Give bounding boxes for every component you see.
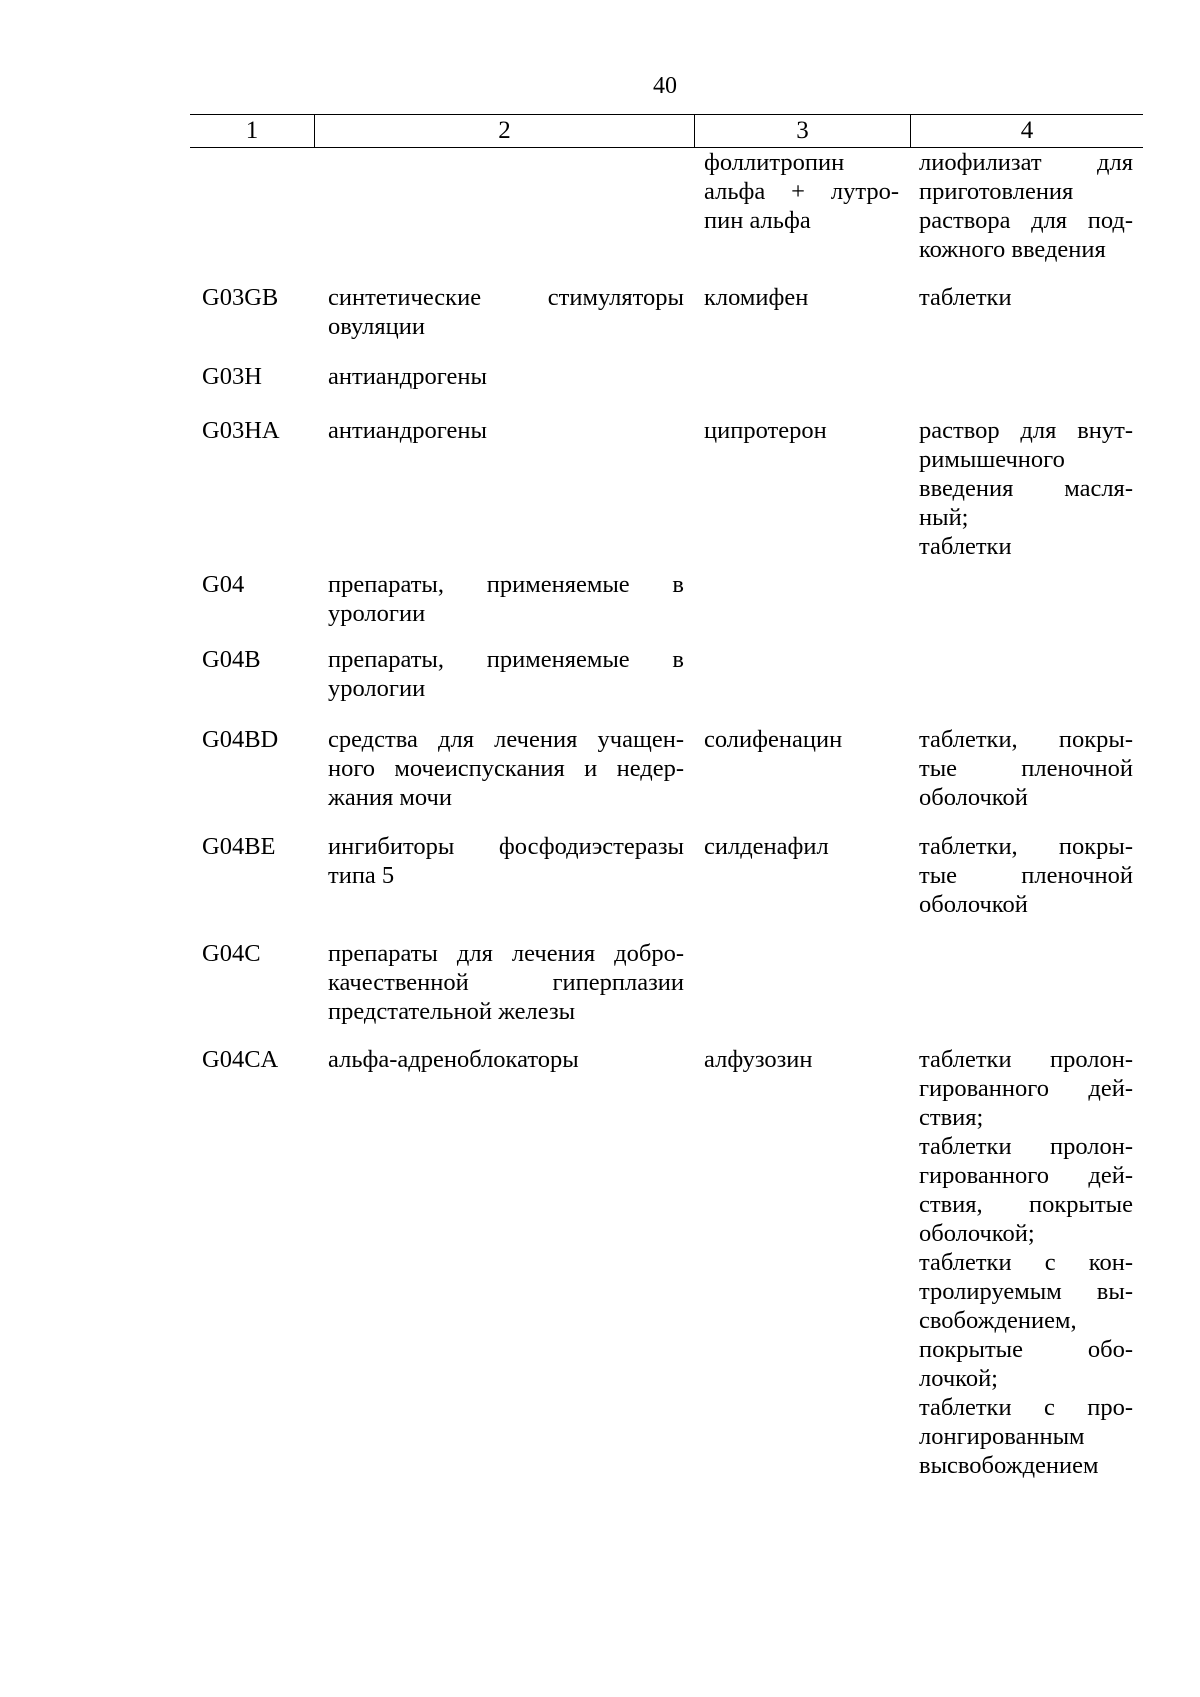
pharmacological-group <box>316 939 694 1026</box>
table-row <box>190 645 1143 703</box>
drug-name <box>694 939 909 1026</box>
drug-name-line: солифенацин <box>704 726 843 753</box>
table-row <box>190 570 1143 628</box>
atc-code: G03HA <box>202 417 280 444</box>
atc-code: G03H <box>202 363 262 390</box>
table-row <box>190 832 1143 919</box>
dosage-form-line: римышечного <box>919 446 1065 473</box>
dosage-form <box>909 362 1143 391</box>
page-number: 40 <box>653 73 677 99</box>
dosage-form-line: лонгированным <box>919 1423 1085 1450</box>
column-header-2: 2 <box>314 115 694 147</box>
dosage-form <box>909 148 1143 264</box>
dosage-form-line: свобождением, <box>919 1307 1077 1334</box>
table-row <box>190 148 1143 264</box>
dosage-form <box>909 939 1143 1026</box>
pharmacological-group-line: препараты, применяемые в <box>328 646 684 673</box>
dosage-form-line: оболочкой <box>919 784 1028 811</box>
drug-name <box>694 1045 909 1480</box>
dosage-form-line: ствия; <box>919 1104 984 1131</box>
drug-name <box>694 362 909 391</box>
dosage-form-line: высвобождением <box>919 1452 1099 1479</box>
pharmacological-group-line: альфа-адреноблокаторы <box>328 1046 579 1073</box>
dosage-form <box>909 570 1143 628</box>
pharmacological-group <box>316 832 694 919</box>
pharmacological-group-line: типа 5 <box>328 862 395 889</box>
pharmacological-group-line: препараты, применяемые в <box>328 571 684 598</box>
dosage-form-line: таблетки <box>919 533 1012 560</box>
pharmacological-group-line: средства для лечения учащен- <box>328 726 684 753</box>
dosage-form-line: ствия, покрытые <box>919 1191 1133 1218</box>
dosage-form-line: таблетки с кон- <box>919 1249 1133 1276</box>
atc-code <box>190 148 316 264</box>
pharmacological-group-line: синтетические стимуляторы <box>328 284 684 311</box>
dosage-form-line: раствор для внут- <box>919 417 1133 444</box>
atc-code: G04 <box>202 571 245 598</box>
pharmacological-group <box>316 283 694 341</box>
pharmacological-group <box>316 570 694 628</box>
pharmacological-group-line: препараты для лечения добро- <box>328 940 684 967</box>
drug-name-line: силденафил <box>704 833 829 860</box>
dosage-form-line: тые пленочной <box>919 862 1133 889</box>
pharmacological-group-line: антиандрогены <box>328 363 487 390</box>
drug-name <box>694 148 909 264</box>
table-row <box>190 725 1143 812</box>
drug-name <box>694 645 909 703</box>
atc-code: G04BD <box>202 726 279 753</box>
drug-name <box>694 283 909 341</box>
dosage-form <box>909 725 1143 812</box>
pharmacological-group-line: ингибиторы фосфодиэстеразы <box>328 833 684 860</box>
dosage-form-line: лиофилизат для <box>919 149 1133 176</box>
atc-code: G04CA <box>202 1046 279 1073</box>
dosage-form-line: тролируемым вы- <box>919 1278 1133 1305</box>
drug-name-line: алфузозин <box>704 1046 813 1073</box>
drug-name <box>694 832 909 919</box>
dosage-form-line: раствора для под- <box>919 207 1133 234</box>
pharmacological-group-line: овуляции <box>328 313 425 340</box>
pharmacological-group-line: качественной гиперплазии <box>328 969 684 996</box>
drug-name <box>694 725 909 812</box>
dosage-form-line: гированного дей- <box>919 1075 1133 1102</box>
pharmacological-group-line: ного мочеиспускания и недер- <box>328 755 684 782</box>
pharmacological-group-line: предстательной железы <box>328 998 576 1025</box>
atc-code: G04C <box>202 940 261 967</box>
dosage-form-line: лочкой; <box>919 1365 998 1392</box>
dosage-form-line: оболочкой <box>919 891 1028 918</box>
dosage-form-line: оболочкой; <box>919 1220 1035 1247</box>
dosage-form-line: покрытые обо- <box>919 1336 1133 1363</box>
dosage-form-line: приготовления <box>919 178 1074 205</box>
table-row <box>190 416 1143 561</box>
pharmacological-group <box>316 1045 694 1480</box>
dosage-form-line: ный; <box>919 504 969 531</box>
pharmacological-group-line: урологии <box>328 675 426 702</box>
table-row <box>190 939 1143 1026</box>
pharmacological-group <box>316 148 694 264</box>
dosage-form <box>909 283 1143 341</box>
table-row <box>190 283 1143 341</box>
pharmacological-group <box>316 645 694 703</box>
table-row <box>190 1045 1143 1480</box>
pharmacological-group <box>316 725 694 812</box>
dosage-form-line: таблетки с про- <box>919 1394 1133 1421</box>
drug-name-line: кломифен <box>704 284 809 311</box>
dosage-form-line: таблетки пролон- <box>919 1046 1133 1073</box>
dosage-form-line: таблетки пролон- <box>919 1133 1133 1160</box>
pharmacological-group <box>316 416 694 561</box>
column-header-3: 3 <box>694 115 910 147</box>
dosage-form-line: таблетки, покры- <box>919 833 1133 860</box>
atc-code: G04B <box>202 646 261 673</box>
dosage-form-line: введения масля- <box>919 475 1133 502</box>
dosage-form-line: таблетки <box>919 284 1012 311</box>
dosage-form-line: таблетки, покры- <box>919 726 1133 753</box>
column-header-4: 4 <box>910 115 1143 147</box>
atc-code: G03GB <box>202 284 279 311</box>
dosage-form <box>909 416 1143 561</box>
table-column-header <box>190 114 1143 148</box>
drug-name <box>694 570 909 628</box>
dosage-form <box>909 832 1143 919</box>
pharmacological-group-line: жания мочи <box>328 784 452 811</box>
pharmacological-group-line: антиандрогены <box>328 417 487 444</box>
dosage-form-line: гированного дей- <box>919 1162 1133 1189</box>
column-header-1: 1 <box>245 117 259 144</box>
drug-name-line: фоллитропин <box>704 149 845 176</box>
dosage-form-line: тые пленочной <box>919 755 1133 782</box>
drug-name-line: пин альфа <box>704 207 811 234</box>
pharmacological-group-line: урологии <box>328 600 426 627</box>
dosage-form <box>909 1045 1143 1480</box>
dosage-form <box>909 645 1143 703</box>
drug-name <box>694 416 909 561</box>
pharmacological-group <box>316 362 694 391</box>
drug-name-line: альфа + лутро- <box>704 178 899 205</box>
drug-name-line: ципротерон <box>704 417 827 444</box>
dosage-form-line: кожного введения <box>919 236 1106 263</box>
atc-code: G04BE <box>202 833 276 860</box>
table-row <box>190 362 1143 391</box>
